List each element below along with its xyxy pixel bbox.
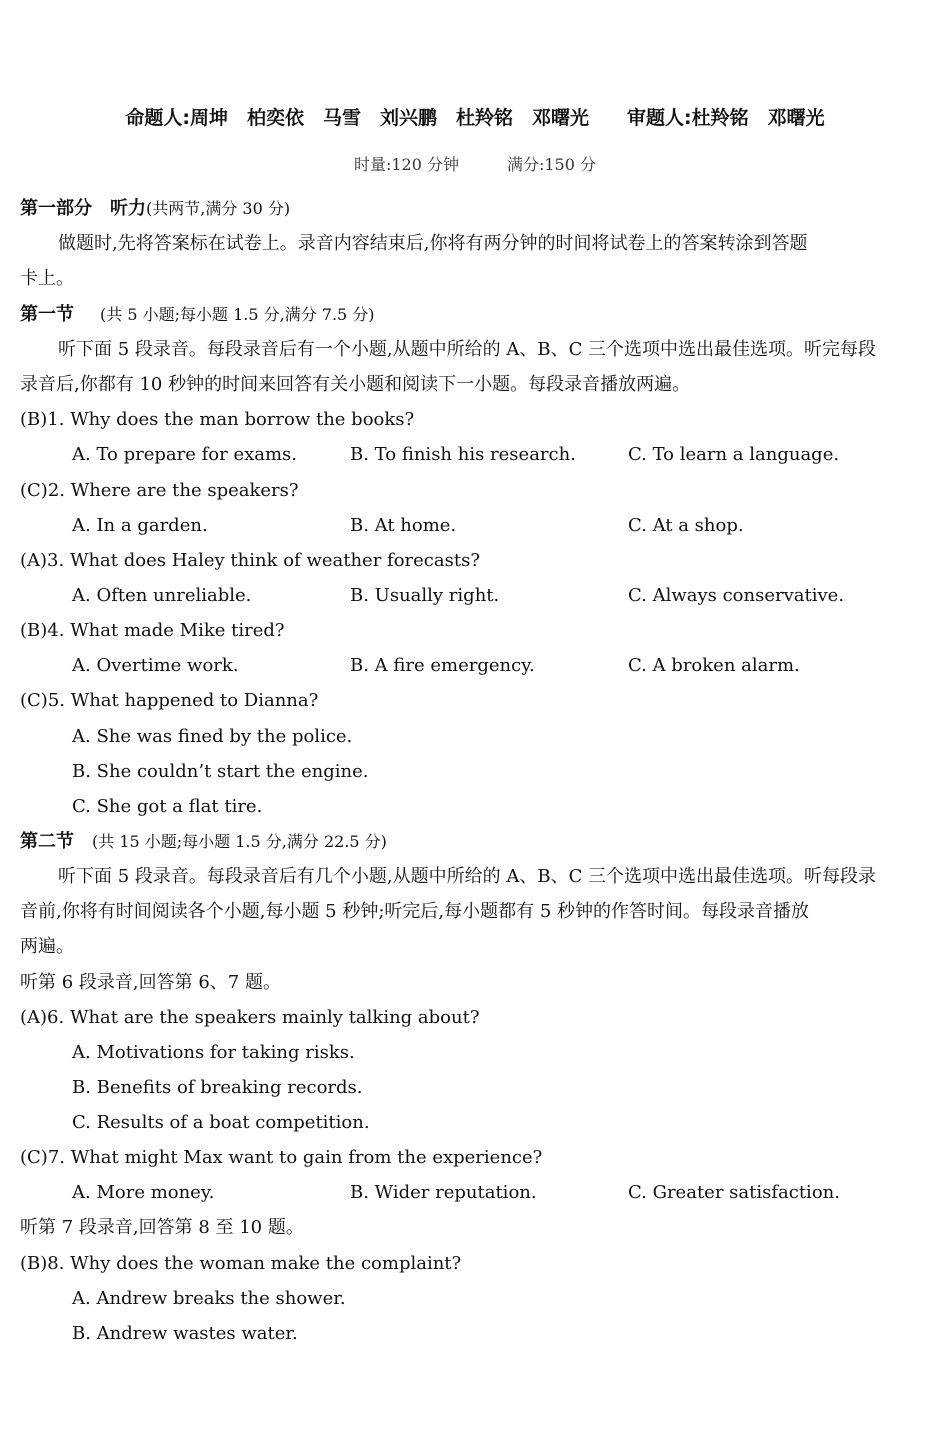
- time-info: 时量:120 分钟 满分:150 分: [353, 155, 597, 174]
- option-b: B. A fire emergency.: [350, 655, 535, 676]
- option-a: A. More money.: [72, 1182, 215, 1203]
- part1-instruction-1: 做题时,先将答案标在试卷上。录音内容结束后,你将有两分钟的时间将试卷上的答案转涂到答题: [58, 233, 808, 254]
- question-stem: (B)8. Why does the woman make the complaint?: [20, 1253, 462, 1274]
- option-c: C. Results of a boat competition.: [72, 1112, 370, 1133]
- option-c: C. Always conservative.: [628, 585, 845, 606]
- option-c: C. At a shop.: [628, 515, 744, 536]
- passage-6-heading: 听第 6 段录音,回答第 6、7 题。: [20, 972, 281, 993]
- option-b: B. She couldn’t start the engine.: [72, 761, 369, 782]
- question-stem: (B)1. Why does the man borrow the books?: [20, 409, 415, 430]
- option-a: A. She was fined by the police.: [72, 726, 353, 747]
- part1-heading: [20, 198, 290, 220]
- option-c: C. Greater satisfaction.: [628, 1182, 840, 1203]
- question-stem: (C)5. What happened to Dianna?: [20, 690, 319, 711]
- section2-title: 第二节: [20, 831, 74, 852]
- section2-note: (共 15 小题;每小题 1.5 分,满分 22.5 分): [92, 832, 387, 851]
- question-stem: (C)2. Where are the speakers?: [20, 480, 299, 501]
- option-c: C. To learn a language.: [628, 444, 840, 465]
- option-a: A. To prepare for exams.: [72, 444, 298, 465]
- option-a: A. Motivations for taking risks.: [72, 1042, 355, 1063]
- section1-instruction-1: 听下面 5 段录音。每段录音后有一个小题,从题中所给的 A、B、C 三个选项中选出最佳选项。听完每段: [58, 339, 877, 360]
- section1-note: (共 5 小题;每小题 1.5 分,满分 7.5 分): [100, 305, 375, 324]
- section1-title: 第一节: [20, 304, 74, 325]
- option-a: A. Often unreliable.: [72, 585, 252, 606]
- option-b: B. To finish his research.: [350, 444, 576, 465]
- option-b: B. At home.: [350, 515, 457, 536]
- option-b: B. Andrew wastes water.: [72, 1323, 298, 1344]
- option-b: B. Usually right.: [350, 585, 500, 606]
- option-b: B. Benefits of breaking records.: [72, 1077, 363, 1098]
- section2-instruction-3: 两遍。: [20, 936, 74, 957]
- section2-instruction-1: 听下面 5 段录音。每段录音后有几个小题,从题中所给的 A、B、C 三个选项中选出最佳选项。听每段录: [58, 866, 877, 887]
- part1-note: (共两节,满分 30 分): [146, 199, 291, 218]
- passage-7-heading: 听第 7 段录音,回答第 8 至 10 题。: [20, 1217, 304, 1238]
- section1-heading: [20, 304, 375, 326]
- part1-title: 第一部分 听力: [20, 198, 146, 219]
- option-a: A. Overtime work.: [72, 655, 239, 676]
- section2-heading: [20, 831, 387, 853]
- option-a: A. In a garden.: [72, 515, 208, 536]
- question-stem: (A)6. What are the speakers mainly talking about?: [20, 1007, 480, 1028]
- option-c: C. She got a flat tire.: [72, 796, 263, 817]
- part1-instruction-2: 卡上。: [20, 268, 74, 289]
- authors-line: 命题人:周坤 柏奕依 马雪 刘兴鹏 杜羚铭 邓曙光 审题人:杜羚铭 邓曙光: [125, 107, 825, 129]
- question-stem: (C)7. What might Max want to gain from the experience?: [20, 1147, 543, 1168]
- question-stem: (A)3. What does Haley think of weather forecasts?: [20, 550, 480, 571]
- section1-instruction-2: 录音后,你都有 10 秒钟的时间来回答有关小题和阅读下一小题。每段录音播放两遍。: [20, 374, 691, 395]
- option-b: B. Wider reputation.: [350, 1182, 537, 1203]
- question-stem: (B)4. What made Mike tired?: [20, 620, 285, 641]
- option-a: A. Andrew breaks the shower.: [72, 1288, 346, 1309]
- option-c: C. A broken alarm.: [628, 655, 800, 676]
- section2-instruction-2: 音前,你将有时间阅读各个小题,每小题 5 秒钟;听完后,每小题都有 5 秒钟的作答时间。每段录音播放: [20, 901, 810, 922]
